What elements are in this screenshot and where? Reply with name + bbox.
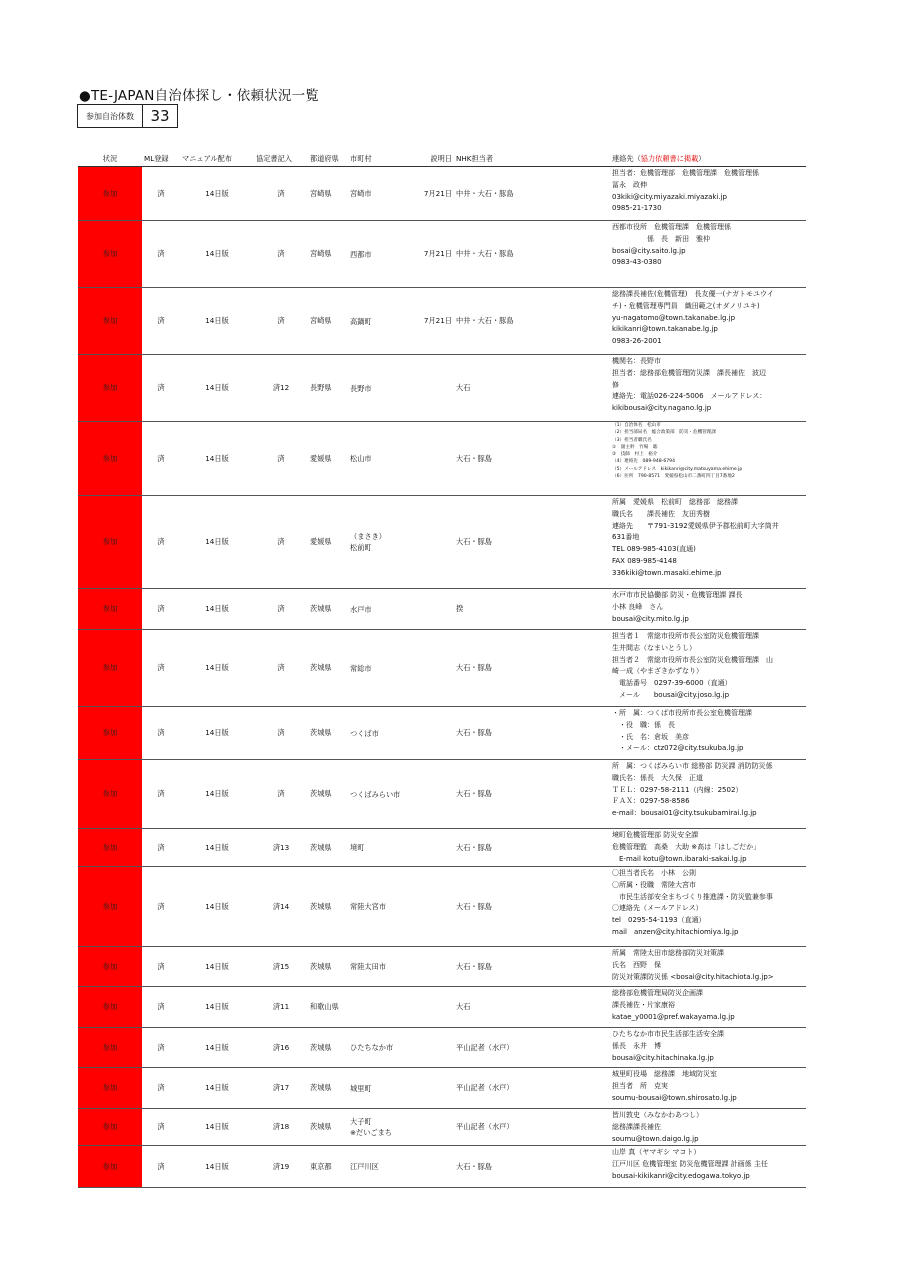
status-cell: 参加 xyxy=(78,987,142,1028)
table-row xyxy=(78,589,806,630)
city-line: 高鍋町 xyxy=(350,316,372,326)
contact-cell xyxy=(610,1146,806,1188)
prefecture-cell: 茨城県 xyxy=(308,707,348,760)
contact-line: 0983-26-2001 xyxy=(612,337,662,346)
ml-cell: 済 xyxy=(142,167,180,221)
city-cell xyxy=(348,1109,418,1146)
table-row xyxy=(78,355,806,422)
briefing-date-cell xyxy=(418,1028,454,1068)
contact-line: ・所 属：つくば市役所市長公室危機管理課 xyxy=(612,709,752,717)
status-cell: 参加 xyxy=(78,221,142,288)
contact-line: E-mail kotu@town.ibaraki-sakai.lg.jp xyxy=(612,854,747,863)
city-line: 境町 xyxy=(350,843,365,852)
agreement-cell: 済 xyxy=(254,760,308,829)
contact-line: 担当者 所 克実 xyxy=(612,1081,668,1090)
prefecture-cell: 茨城県 xyxy=(308,829,348,867)
contact-line: 電話番号 0297-39-6000（直通） xyxy=(612,679,732,688)
contact-line: チ)・危機管理専門員 織田範之(オダノリユキ) xyxy=(612,301,760,310)
contact-line: （1）自治体名 松山市 xyxy=(612,423,661,428)
ml-cell: 済 xyxy=(142,1146,180,1188)
city-cell xyxy=(348,589,418,630)
nhk-cell: 平山記者（水戸） xyxy=(454,1109,610,1146)
nhk-cell: 大石・豚島 xyxy=(454,422,610,496)
manual-cell: 14日版 xyxy=(180,630,254,707)
city-cell xyxy=(348,867,418,947)
agreement-cell: 済 xyxy=(254,167,308,221)
contact-line: bousai-kikikanri@city.edogawa.tokyo.jp xyxy=(612,1171,750,1180)
prefecture-cell: 茨城県 xyxy=(308,1109,348,1146)
ml-cell: 済 xyxy=(142,1028,180,1068)
table-row xyxy=(78,707,806,760)
status-cell: 参加 xyxy=(78,707,142,760)
contact-line: 総務課課長補佐 xyxy=(612,1122,661,1131)
status-cell: 参加 xyxy=(78,422,142,496)
contact-cell xyxy=(610,707,806,760)
ml-cell: 済 xyxy=(142,1109,180,1146)
contact-line: 所属 愛媛県 松前町 総務部 総務課 xyxy=(612,498,738,506)
contact-line: ② 技師 村上 裕介 xyxy=(612,452,658,458)
contact-line: 総務部危機管理局防災企画課 xyxy=(612,989,703,997)
briefing-date-cell xyxy=(418,867,454,947)
contact-line: 山岸 真（ヤマギシ マコト） xyxy=(612,1148,701,1157)
status-cell: 参加 xyxy=(78,288,142,355)
agreement-cell: 済 xyxy=(254,589,308,630)
table-row xyxy=(78,829,806,867)
contact-line: （2）担当部局名 総合政策部 防災・危機管理課 xyxy=(612,430,716,436)
contact-line: katae_y0001@pref.wakayama.lg.jp xyxy=(612,1012,735,1021)
status-cell: 参加 xyxy=(78,1146,142,1188)
header-manual: マニュアル配布 xyxy=(180,152,254,167)
manual-cell: 14日版 xyxy=(180,221,254,288)
agreement-cell: 済14 xyxy=(254,867,308,947)
contact-line: 所属 常陸太田市総務部防災対策課 xyxy=(612,949,724,957)
contact-line: e-mail：bousai01@city.tsukubamirai.lg.jp xyxy=(612,809,757,818)
status-cell: 参加 xyxy=(78,630,142,707)
contact-line: 担当者２ 常総市役所市長公室防災危機管理課 山 xyxy=(612,655,773,664)
nhk-cell: 中井・大石・豚島 xyxy=(454,167,610,221)
header-prefecture: 都道府県 xyxy=(308,152,348,167)
agreement-cell: 済16 xyxy=(254,1028,308,1068)
city-line: 長野市 xyxy=(350,383,372,393)
contact-cell xyxy=(610,987,806,1028)
header-agreement: 協定書記入 xyxy=(254,152,308,167)
status-cell: 参加 xyxy=(78,355,142,422)
briefing-date-cell: 7月21日 xyxy=(418,221,454,288)
briefing-date-cell: 7月21日 xyxy=(418,167,454,221)
contact-cell xyxy=(610,589,806,630)
header-contact xyxy=(610,152,806,167)
contact-cell xyxy=(610,829,806,867)
agreement-cell: 済11 xyxy=(254,987,308,1028)
contact-line: 〇所属・役職 常陸大宮市 xyxy=(612,880,696,889)
status-cell: 参加 xyxy=(78,1109,142,1146)
briefing-date-cell xyxy=(418,707,454,760)
manual-cell: 14日版 xyxy=(180,1146,254,1188)
status-cell: 参加 xyxy=(78,867,142,947)
city-cell xyxy=(348,707,418,760)
nhk-cell: 大石・豚島 xyxy=(454,1146,610,1188)
table-row xyxy=(78,947,806,987)
header-city: 市町村 xyxy=(348,152,418,167)
agreement-cell: 済 xyxy=(254,288,308,355)
contact-line: ＴＥＬ：0297-58-2111（内線：2502） xyxy=(612,785,743,794)
ml-cell: 済 xyxy=(142,288,180,355)
agreement-cell: 済18 xyxy=(254,1109,308,1146)
contact-line: 江戸川区 危機管理室 防災危機管理課 計画係 主任 xyxy=(612,1160,768,1169)
city-line: つくば市 xyxy=(350,728,379,738)
agreement-cell: 済17 xyxy=(254,1068,308,1109)
prefecture-cell: 愛媛県 xyxy=(308,422,348,496)
city-cell xyxy=(348,422,418,496)
contact-line: bosai@city.saito.lg.jp xyxy=(612,246,686,255)
contact-line: 総務課長補佐(危機管理) 長友優一(ナガトモユウイ xyxy=(612,290,774,298)
table-header-row xyxy=(78,152,806,167)
contact-line: FAX 089-985-4148 xyxy=(612,556,677,565)
briefing-date-cell xyxy=(418,1109,454,1146)
ml-cell: 済 xyxy=(142,630,180,707)
prefecture-cell: 茨城県 xyxy=(308,1068,348,1109)
prefecture-cell: 茨城県 xyxy=(308,589,348,630)
contact-line: 0983-43-0380 xyxy=(612,258,662,267)
contact-line: 生井間志（なまいとうし） xyxy=(612,643,696,652)
nhk-cell: 揆 xyxy=(454,589,610,630)
contact-line: （4）連絡先 089-948-6794 xyxy=(612,459,676,465)
nhk-cell: 中井・大石・豚島 xyxy=(454,288,610,355)
contact-line: 係 長 新田 雅仲 xyxy=(612,234,710,243)
contact-line: 修 xyxy=(612,380,619,389)
contact-line: ひたちなか市市民生活部生活安全課 xyxy=(612,1030,724,1038)
city-cell xyxy=(348,1028,418,1068)
contact-line: 冨永 政伸 xyxy=(612,180,647,189)
agreement-cell: 済 xyxy=(254,630,308,707)
contact-cell xyxy=(610,760,806,829)
ml-cell: 済 xyxy=(142,422,180,496)
city-line: 常総市 xyxy=(350,663,372,673)
agreement-cell: 済 xyxy=(254,422,308,496)
contact-line: bousai@city.hitachinaka.lg.jp xyxy=(612,1053,714,1062)
city-cell xyxy=(348,829,418,867)
nhk-cell: 中井・大石・豚島 xyxy=(454,221,610,288)
contact-cell xyxy=(610,422,806,496)
city-cell xyxy=(348,288,418,355)
ml-cell: 済 xyxy=(142,867,180,947)
contact-line: 西都市役所 危機管理課 危機管理係 xyxy=(612,223,731,231)
header-contact-note: 協力依頼書に掲載 xyxy=(640,154,699,163)
ml-cell: 済 xyxy=(142,829,180,867)
city-line: ひたちなか市 xyxy=(350,1043,394,1052)
manual-cell: 14日版 xyxy=(180,589,254,630)
table-row xyxy=(78,867,806,947)
city-cell xyxy=(348,947,418,987)
manual-cell: 14日版 xyxy=(180,760,254,829)
contact-cell xyxy=(610,947,806,987)
contact-line: mail anzen@city.hitachiomiya.lg.jp xyxy=(612,927,739,936)
city-line: 水戸市 xyxy=(350,604,372,614)
ml-cell: 済 xyxy=(142,355,180,422)
city-cell xyxy=(348,1068,418,1109)
contact-line: TEL 089-985-4103(直通) xyxy=(612,545,696,554)
ml-cell: 済 xyxy=(142,947,180,987)
contact-cell xyxy=(610,167,806,221)
nhk-cell: 大石・豚島 xyxy=(454,947,610,987)
table-row xyxy=(78,496,806,589)
city-line: 常陸太田市 xyxy=(350,962,386,971)
table-row xyxy=(78,630,806,707)
city-line: 西都市 xyxy=(350,249,372,259)
participant-count-box xyxy=(77,104,178,128)
status-cell: 参加 xyxy=(78,760,142,829)
briefing-date-cell xyxy=(418,355,454,422)
header-contact-close: ） xyxy=(698,154,706,163)
status-cell: 参加 xyxy=(78,947,142,987)
contact-cell xyxy=(610,630,806,707)
contact-line: 小林 良峰 さん xyxy=(612,602,664,611)
agreement-cell: 済 xyxy=(254,496,308,589)
status-cell: 参加 xyxy=(78,1068,142,1109)
contact-line: 631番地 xyxy=(612,533,640,542)
briefing-date-cell xyxy=(418,987,454,1028)
contact-line: メール bousai@city.joso.lg.jp xyxy=(612,690,730,699)
contact-line: ・メール：ctz072@city.tsukuba.lg.jp xyxy=(612,744,744,753)
manual-cell: 14日版 xyxy=(180,496,254,589)
table-row xyxy=(78,1028,806,1068)
contact-line: 職氏名 課長補佐 友田秀樹 xyxy=(612,509,710,518)
ml-cell: 済 xyxy=(142,496,180,589)
manual-cell: 14日版 xyxy=(180,1028,254,1068)
prefecture-cell: 長野県 xyxy=(308,355,348,422)
ml-cell: 済 xyxy=(142,1068,180,1109)
manual-cell: 14日版 xyxy=(180,829,254,867)
manual-cell: 14日版 xyxy=(180,422,254,496)
agreement-cell: 済12 xyxy=(254,355,308,422)
status-cell: 参加 xyxy=(78,589,142,630)
page-title: ●TE-JAPAN自治体探し・依頼状況一覧 xyxy=(79,88,319,104)
status-cell: 参加 xyxy=(78,829,142,867)
table-row xyxy=(78,987,806,1028)
nhk-cell: 大石 xyxy=(454,987,610,1028)
header-briefing: 説明日 xyxy=(418,152,454,167)
table-row xyxy=(78,760,806,829)
briefing-date-cell: 7月21日 xyxy=(418,288,454,355)
table-row xyxy=(78,288,806,355)
prefecture-cell: 和歌山県 xyxy=(308,987,348,1028)
prefecture-cell: 茨城県 xyxy=(308,1028,348,1068)
contact-line: 水戸市市民協働部 防災・危機管理課 課長 xyxy=(612,591,743,599)
prefecture-cell: 茨城県 xyxy=(308,630,348,707)
contact-line: 城里町役場 総務課 地域防災室 xyxy=(612,1070,717,1078)
briefing-date-cell xyxy=(418,630,454,707)
briefing-date-cell xyxy=(418,589,454,630)
city-line: 常陸大宮市 xyxy=(350,902,386,911)
contact-line: bousai@city.mito.lg.jp xyxy=(612,614,689,623)
contact-cell xyxy=(610,1109,806,1146)
table-row xyxy=(78,1068,806,1109)
contact-line: kikibousai@city.nagano.lg.jp xyxy=(612,404,712,413)
status-cell: 参加 xyxy=(78,496,142,589)
briefing-date-cell xyxy=(418,829,454,867)
manual-cell: 14日版 xyxy=(180,867,254,947)
contact-line: soumu@town.daigo.lg.jp xyxy=(612,1134,699,1143)
contact-line: 危機管理監 高桑 大助 ※高は「はしごだか」 xyxy=(612,842,761,851)
contact-line: tel 0295-54-1193（直通） xyxy=(612,916,706,925)
ml-cell: 済 xyxy=(142,707,180,760)
contact-line: ＦＡＸ：0297-58-8586 xyxy=(612,797,690,806)
contact-line: ・役 職：係 長 xyxy=(612,720,675,729)
contact-line: 担当者：危機管理部 危機管理課 危機管理係 xyxy=(612,169,759,177)
table-row xyxy=(78,167,806,221)
city-cell xyxy=(348,760,418,829)
agreement-cell: 済15 xyxy=(254,947,308,987)
contact-line: 0985-21-1730 xyxy=(612,204,662,213)
contact-cell xyxy=(610,1028,806,1068)
briefing-date-cell xyxy=(418,947,454,987)
header-nhk: NHK担当者 xyxy=(454,152,610,167)
manual-cell: 14日版 xyxy=(180,288,254,355)
prefecture-cell: 愛媛県 xyxy=(308,496,348,589)
manual-cell: 14日版 xyxy=(180,355,254,422)
participant-count-label: 参加自治体数 xyxy=(78,105,143,127)
contact-line: 336kiki@town.masaki.ehime.jp xyxy=(612,568,722,577)
prefecture-cell: 茨城県 xyxy=(308,760,348,829)
prefecture-cell: 茨城県 xyxy=(308,947,348,987)
nhk-cell: 大石・豚島 xyxy=(454,630,610,707)
city-line: 宮崎市 xyxy=(350,189,372,198)
prefecture-cell: 茨城県 xyxy=(308,867,348,947)
contact-cell xyxy=(610,355,806,422)
city-line: （まさき） xyxy=(350,532,386,541)
contact-line: kikikanri@town.takanabe.lg.jp xyxy=(612,325,718,334)
contact-line: （6）住所 790-8571 愛媛県松山市二番町四丁目7番地2 xyxy=(612,474,735,480)
manual-cell: 14日版 xyxy=(180,707,254,760)
contact-cell xyxy=(610,1068,806,1109)
manual-cell: 14日版 xyxy=(180,987,254,1028)
contact-line: 課長補佐・片家康裕 xyxy=(612,1000,675,1009)
contact-line: 皆川敦史（みなかわあつし） xyxy=(612,1111,703,1119)
contact-line: 所 属：つくばみらい市 総務部 防災課 消防防災係 xyxy=(612,762,773,770)
contact-line: 連絡先 〒791-3192愛媛県伊予郡松前町大字筒井 xyxy=(612,521,779,530)
header-status: 状況 xyxy=(78,152,142,167)
contact-line: （5）メールアドレス kikikanri@city.matsuyama.ehime.jp xyxy=(612,466,743,472)
contact-cell xyxy=(610,288,806,355)
city-line: 江戸川区 xyxy=(350,1162,379,1172)
agreement-cell: 済19 xyxy=(254,1146,308,1188)
nhk-cell: 大石・豚島 xyxy=(454,496,610,589)
table-row xyxy=(78,1109,806,1146)
contact-line: （3）担当者職氏名 xyxy=(612,437,652,443)
contact-line: 氏名 西野 保 xyxy=(612,960,661,969)
contact-line: ① 副主幹 竹場 聡 xyxy=(612,444,658,450)
table-row xyxy=(78,1146,806,1188)
status-cell: 参加 xyxy=(78,167,142,221)
contact-line: 担当者１ 常総市役所市長公室防災危機管理課 xyxy=(612,632,759,640)
briefing-date-cell xyxy=(418,1068,454,1109)
contact-line: yu-nagatomo@town.takanabe.lg.jp xyxy=(612,313,736,322)
table-body xyxy=(78,167,806,1188)
participant-count-value: 33 xyxy=(150,107,170,125)
table-row xyxy=(78,221,806,288)
contact-line: soumu-bousai@town.shirosato.lg.jp xyxy=(612,1093,737,1102)
contact-line: 防災対策課防災係 <bosai@city.hitachiota.lg.jp> xyxy=(612,972,774,981)
city-line: 大子町 xyxy=(350,1117,372,1127)
manual-cell: 14日版 xyxy=(180,947,254,987)
contact-line: 03kiki@city.miyazaki.miyazaki.jp xyxy=(612,192,727,201)
nhk-cell: 平山記者（水戸） xyxy=(454,1028,610,1068)
city-line: ※だいごまち xyxy=(350,1128,392,1138)
contact-cell xyxy=(610,867,806,947)
nhk-cell: 平山記者（水戸） xyxy=(454,1068,610,1109)
agreement-cell: 済13 xyxy=(254,829,308,867)
briefing-date-cell xyxy=(418,496,454,589)
contact-cell xyxy=(610,221,806,288)
ml-cell: 済 xyxy=(142,760,180,829)
city-cell xyxy=(348,630,418,707)
status-cell: 参加 xyxy=(78,1028,142,1068)
agreement-cell: 済 xyxy=(254,707,308,760)
contact-line: 連絡先：電話026-224-5006 メールアドレス： xyxy=(612,392,767,401)
ml-cell: 済 xyxy=(142,987,180,1028)
header-contact-label: 連絡先（ xyxy=(612,154,641,163)
ml-cell: 済 xyxy=(142,589,180,630)
prefecture-cell: 東京都 xyxy=(308,1146,348,1188)
nhk-cell: 大石・豚島 xyxy=(454,760,610,829)
manual-cell: 14日版 xyxy=(180,1068,254,1109)
ml-cell: 済 xyxy=(142,221,180,288)
nhk-cell: 大石・豚島 xyxy=(454,829,610,867)
city-line: 松前町 xyxy=(350,543,372,552)
nhk-cell: 大石・豚島 xyxy=(454,707,610,760)
contact-line: 〇連絡先（メールアドレス） xyxy=(612,904,703,913)
city-line: 城里町 xyxy=(350,1083,372,1093)
agreement-cell: 済 xyxy=(254,221,308,288)
city-cell xyxy=(348,221,418,288)
contact-line: 担当者：総務部危機管理防災課 課長補佐 波辺 xyxy=(612,368,766,377)
contact-line: 係長 永井 博 xyxy=(612,1041,661,1050)
manual-cell: 14日版 xyxy=(180,1109,254,1146)
city-line: 松山市 xyxy=(350,454,372,463)
city-line: つくばみらい市 xyxy=(350,789,401,799)
contact-line: 境町危機管理部 防災安全課 xyxy=(612,831,699,839)
nhk-cell: 大石・豚島 xyxy=(454,867,610,947)
contact-line: 〇担当者氏名 小林 公則 xyxy=(612,869,696,877)
manual-cell: 14日版 xyxy=(180,167,254,221)
contact-line: ・氏 名：倉坂 美彦 xyxy=(612,732,689,741)
nhk-cell: 大石 xyxy=(454,355,610,422)
briefing-date-cell xyxy=(418,422,454,496)
city-cell xyxy=(348,496,418,589)
contact-line: 崎一成（やまざきかずなり） xyxy=(612,667,703,676)
city-cell xyxy=(348,987,418,1028)
briefing-date-cell xyxy=(418,760,454,829)
contact-line: 職氏名：係長 大久保 正道 xyxy=(612,773,703,782)
prefecture-cell: 宮崎県 xyxy=(308,167,348,221)
header-ml: ML登録 xyxy=(142,152,180,167)
city-cell xyxy=(348,167,418,221)
contact-line: 市民生活部安全まちづくり推進課・防災監兼参事 xyxy=(612,892,773,901)
briefing-date-cell xyxy=(418,1146,454,1188)
city-cell xyxy=(348,355,418,422)
city-cell xyxy=(348,1146,418,1188)
contact-line: 機関名：長野市 xyxy=(612,357,661,365)
prefecture-cell: 宮崎県 xyxy=(308,221,348,288)
table-row xyxy=(78,422,806,496)
prefecture-cell: 宮崎県 xyxy=(308,288,348,355)
contact-cell xyxy=(610,496,806,589)
municipality-status-table xyxy=(78,152,806,1188)
